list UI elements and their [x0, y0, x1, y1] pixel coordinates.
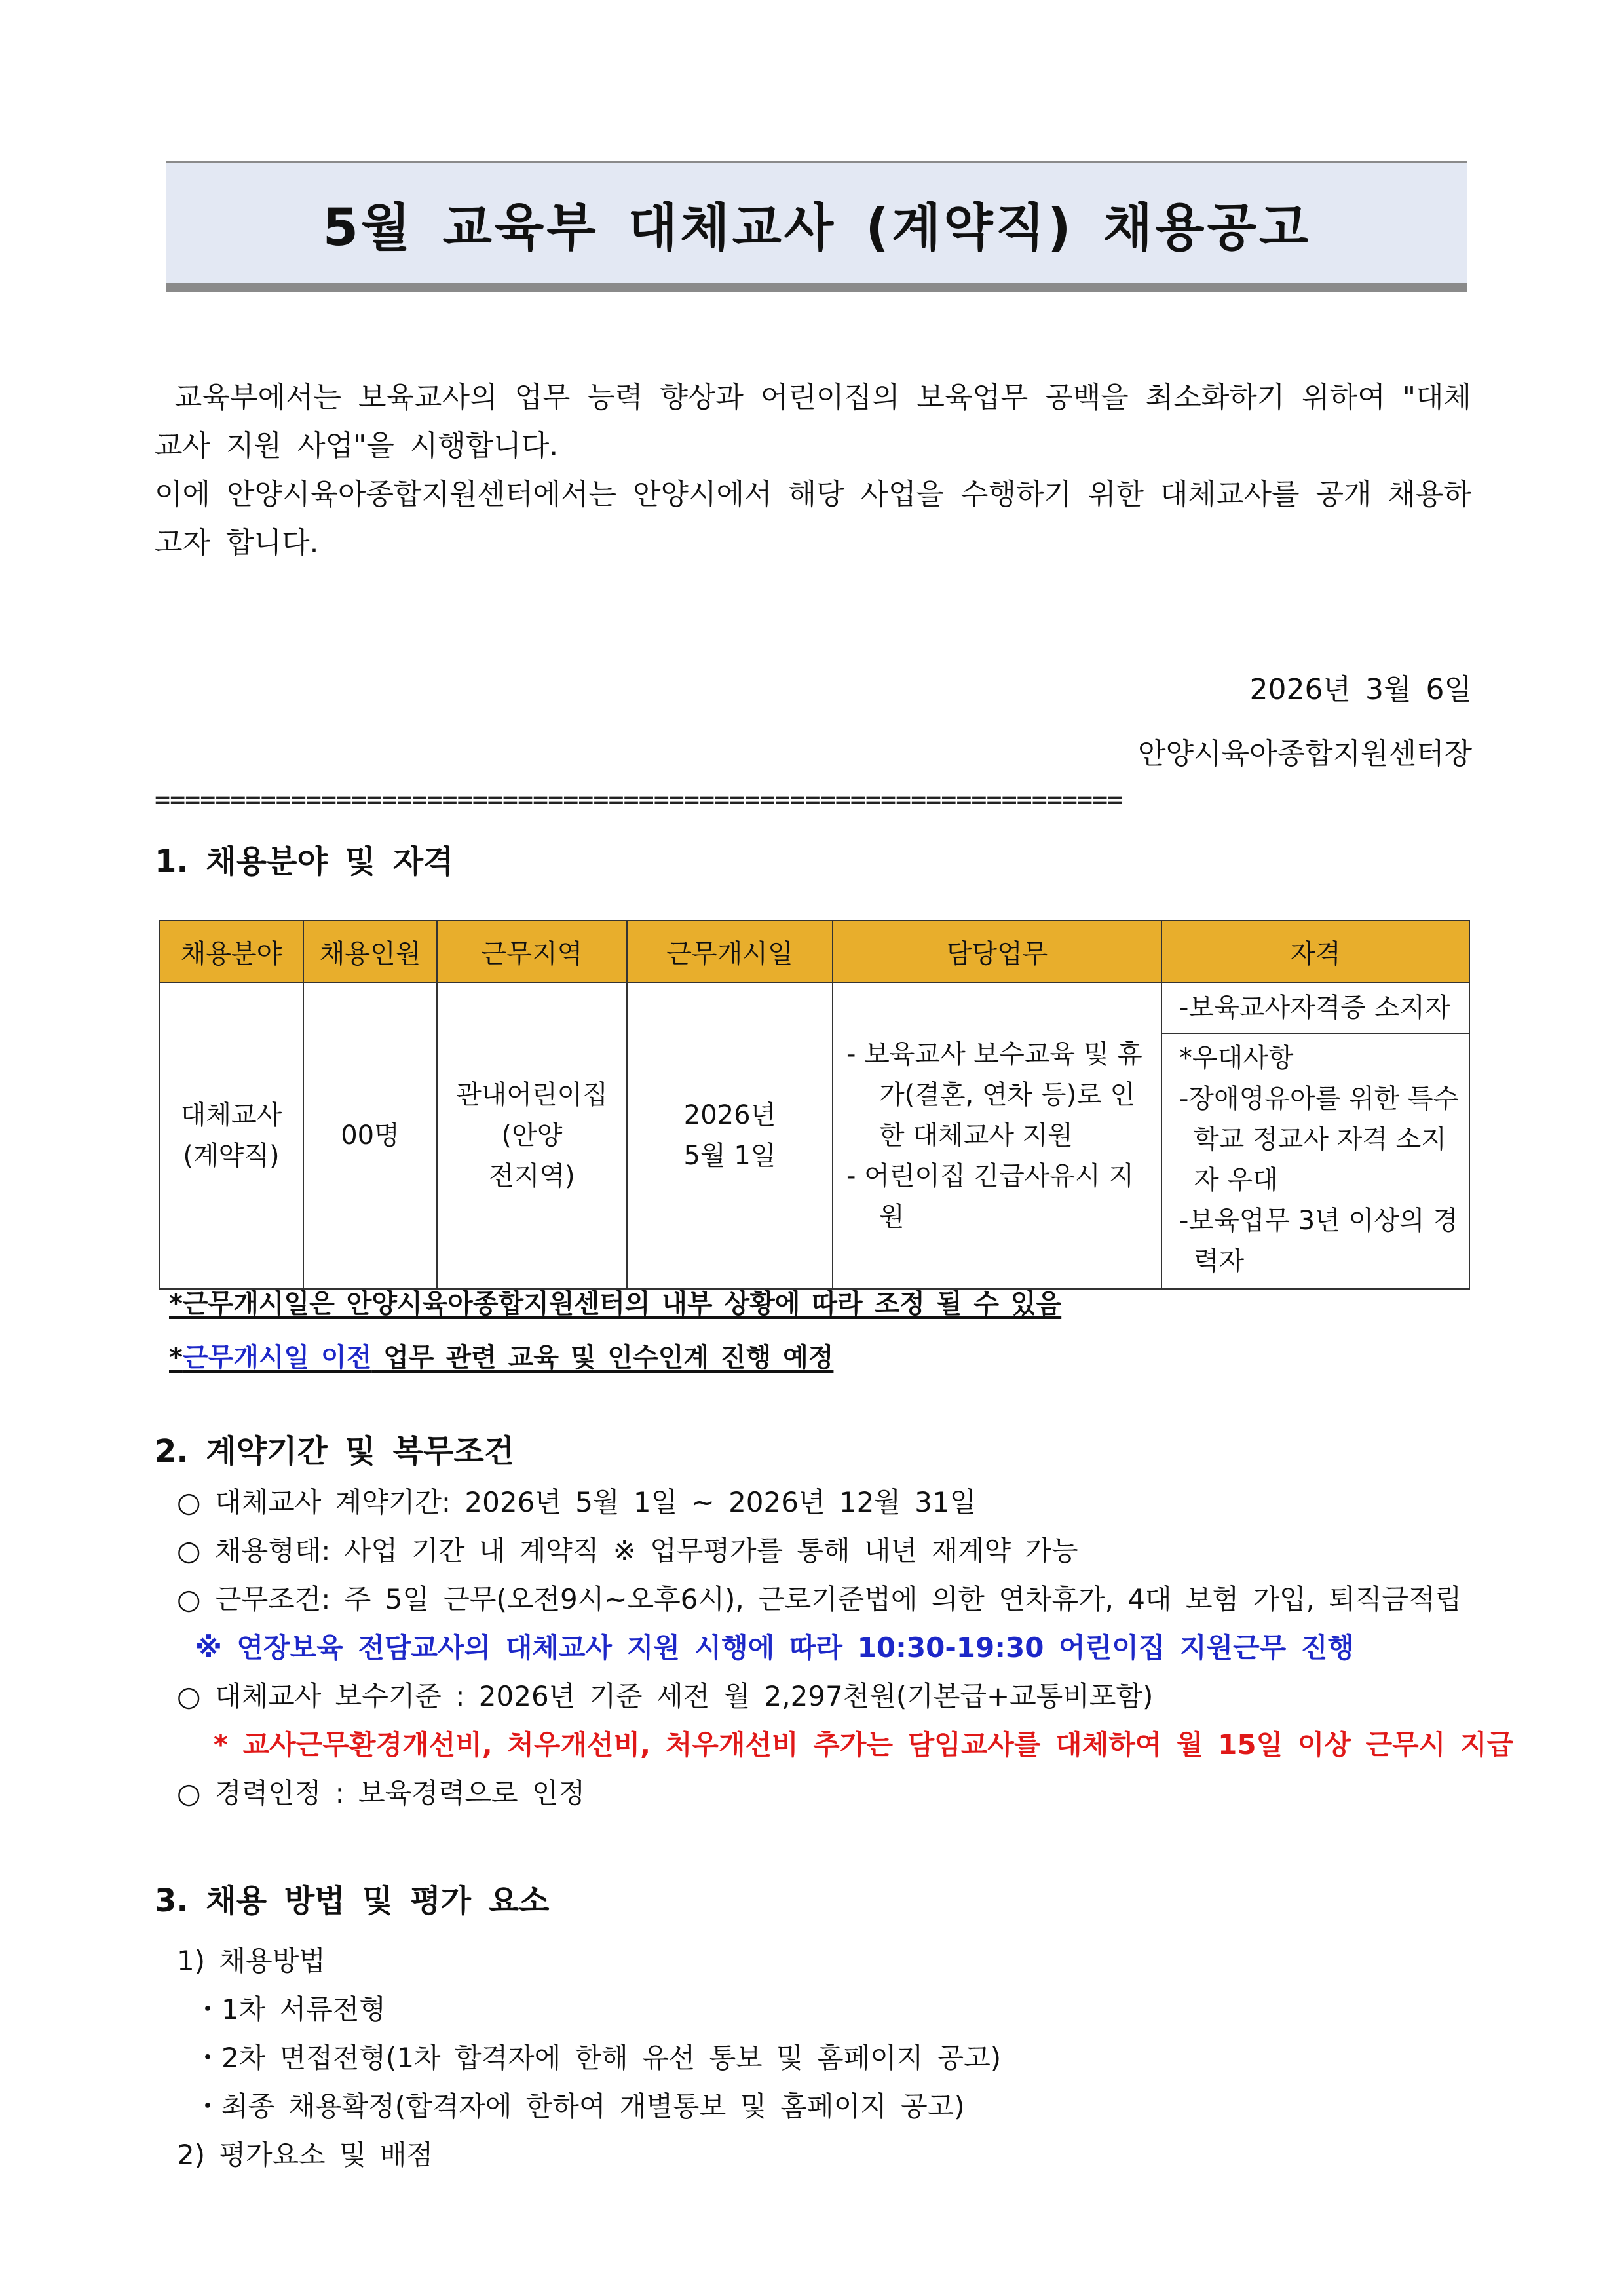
contract-conditions-list [177, 1478, 1513, 1818]
cell-field [159, 982, 303, 1289]
duty-item: - 어린이집 긴급사유시 지원 [846, 1161, 1134, 1232]
cell-duties [833, 982, 1161, 1289]
separator-line: ================================================================ [155, 785, 1123, 815]
training-note [169, 1337, 833, 1374]
section-2-heading: 2. 계약기간 및 복무조건 [155, 1433, 515, 1470]
start-line-1: 2026년 [683, 1100, 776, 1130]
region-line-2: (안양 [501, 1120, 563, 1151]
header-start-date: 근무개시일 [627, 921, 833, 982]
list-item: ・최종 채용확정(합격자에 한하여 개별통보 및 홈페이지 공고) [194, 2090, 965, 2122]
recruitment-method-list [177, 1937, 1001, 2179]
qualification-item: -장애영유아를 위한 특수학교 정교사 자격 소지자 우대 [1179, 1084, 1459, 1195]
region-line-1: 관내어린이집 [456, 1080, 608, 1110]
table-header-row [159, 921, 1469, 982]
list-item: ○ 대체교사 계약기간: 2026년 5월 1일 ~ 2026년 12월 31일 [177, 1486, 977, 1518]
header-duties: 담당업무 [833, 921, 1161, 982]
intro-paragraph-2: 이에 안양시육아종합지원센터에서는 안양시에서 해당 사업을 수행하기 위한 대체교사를 공개 채용하고자 합니다. [155, 478, 1471, 560]
list-item: ○ 대체교사 보수기준 : 2026년 기준 세전 월 2,297천원(기본급+교통비포함) [177, 1680, 1154, 1712]
allowance-note: * 교사근무환경개선비, 처우개선비, 처우개선비 추가는 담임교사를 대체하여 월 15일 이상 근무시 지급 [214, 1729, 1514, 1761]
list-item: ○ 경력인정 : 보육경력으로 인정 [177, 1777, 586, 1809]
intro-text [155, 373, 1471, 567]
list-item: ・2차 면접전형(1차 합격자에 한해 유선 통보 및 홈페이지 공고) [194, 2042, 1002, 2074]
list-item: ○ 채용형태: 사업 기간 내 계약직 ※ 업무평가를 통해 내년 재계약 가능 [177, 1535, 1078, 1567]
header-region: 근무지역 [437, 921, 627, 982]
training-note-highlight: 근무개시일 이전 [182, 1343, 372, 1373]
intro-paragraph-1: 교육부에서는 보육교사의 업무 능력 향상과 어린이집의 보육업무 공백을 최소화하기 위하여 "대체교사 지원 사업"을 시행합니다. [155, 381, 1471, 463]
region-line-3: 전지역) [489, 1161, 575, 1191]
start-line-2: 5월 1일 [683, 1141, 776, 1171]
start-date-note: *근무개시일은 안양시육아종합지원센터의 내부 상황에 따라 조정 될 수 있음 [169, 1289, 1062, 1319]
cell-count: 00명 [303, 982, 437, 1289]
qualification-item: *우대사항 [1179, 1043, 1294, 1073]
cell-region [437, 982, 627, 1289]
header-field: 채용분야 [159, 921, 303, 982]
duty-item: - 보육교사 보수교육 및 휴가(결혼, 연차 등)로 인한 대체교사 지원 [846, 1039, 1142, 1151]
organization-signature: 안양시육아종합지원센터장 [1137, 737, 1472, 771]
extended-care-note: ※ 연장보육 전담교사의 대체교사 지원 시행에 따라 10:30-19:30 어린이집 지원근무 진행 [195, 1632, 1355, 1664]
qualification-item: -보육업무 3년 이상의 경력자 [1179, 1206, 1458, 1276]
training-note-text: 업무 관련 교육 및 인수인계 진행 예정 [371, 1343, 834, 1373]
cell-start-date [627, 982, 833, 1289]
page-title: 5월 교육부 대체교사 (계약직) 채용공고 [322, 198, 1312, 258]
cell-qualification-preferred [1161, 1033, 1469, 1289]
list-item: ・1차 서류전형 [194, 1993, 386, 2025]
section-1-heading: 1. 채용분야 및 자격 [155, 843, 454, 880]
recruitment-table [159, 920, 1470, 1290]
header-count: 채용인원 [303, 921, 437, 982]
announcement-date: 2026년 3월 6일 [1249, 673, 1472, 706]
header-qualification: 자격 [1161, 921, 1469, 982]
title-banner [166, 161, 1467, 292]
cell-qualification-required: -보육교사자격증 소지자 [1161, 982, 1469, 1033]
field-line-1: 대체교사 [180, 1100, 282, 1130]
section-3-heading: 3. 채용 방법 및 평가 요소 [155, 1883, 550, 1919]
method-title: 1) 채용방법 [177, 1945, 326, 1977]
table-row [159, 982, 1469, 1033]
field-line-2: (계약직) [183, 1141, 280, 1171]
evaluation-title: 2) 평가요소 및 배점 [177, 2139, 434, 2171]
training-note-prefix: * [169, 1343, 183, 1373]
list-item: ○ 근무조건: 주 5일 근무(오전9시~오후6시), 근로기준법에 의한 연차휴가, 4대 보험 가입, 퇴직금적립 [177, 1583, 1462, 1615]
